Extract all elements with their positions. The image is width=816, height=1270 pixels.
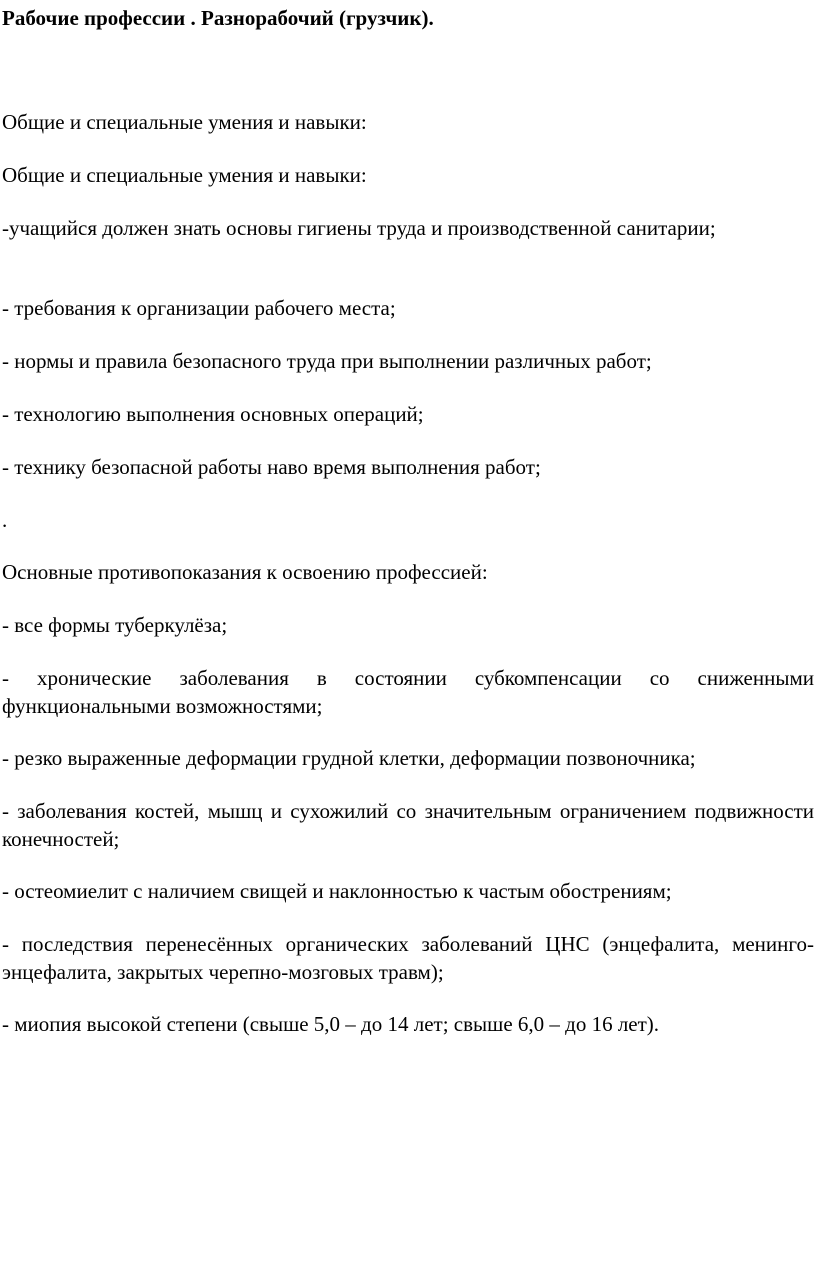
contraindication-item: - миопия высокой степени (свыше 5,0 – до 14 лет; свыше 6,0 – до 16 лет). [2,1012,660,1036]
skill-item: - технологию выполнения основных операций; [2,402,424,426]
skill-item: - технику безопасной работы наво время выполнения работ; [2,455,541,479]
skill-item: - требования к организации рабочего места; [2,296,396,320]
contraindication-item: - резко выраженные деформации грудной клетки, деформации позвоночника; [2,746,696,770]
skill-item: -учащийся должен знать основы гигиены труда и производственной санитарии; [2,216,716,240]
contraindication-item: - последствия перенесённых органических заболеваний ЦНС (энцефалита, менинго-энцефалита, закрытых черепно-мозговых травм); [2,932,814,984]
skills-heading-repeat: Общие и специальные умения и навыки: [2,163,367,187]
document-title: Рабочие профессии . Разнорабочий (грузчик). [2,6,434,30]
contraindication-item: - все формы туберкулёза; [2,613,228,637]
skill-item: - нормы и правила безопасного труда при выполнении различных работ; [2,349,652,373]
contraindication-item: - заболевания костей, мышц и сухожилий со значительным ограничением подвижности конечностей; [2,799,814,851]
separator-dot: . [2,508,8,532]
contraindications-heading: Основные противопоказания к освоению профессией: [2,560,488,584]
contraindication-item: - хронические заболевания в состоянии субкомпенсации со сниженными функциональными возможностями; [2,666,814,718]
contraindication-item: - остеомиелит с наличием свищей и наклонностью к частым обострениям; [2,879,672,903]
skills-heading: Общие и специальные умения и навыки: [2,110,367,134]
